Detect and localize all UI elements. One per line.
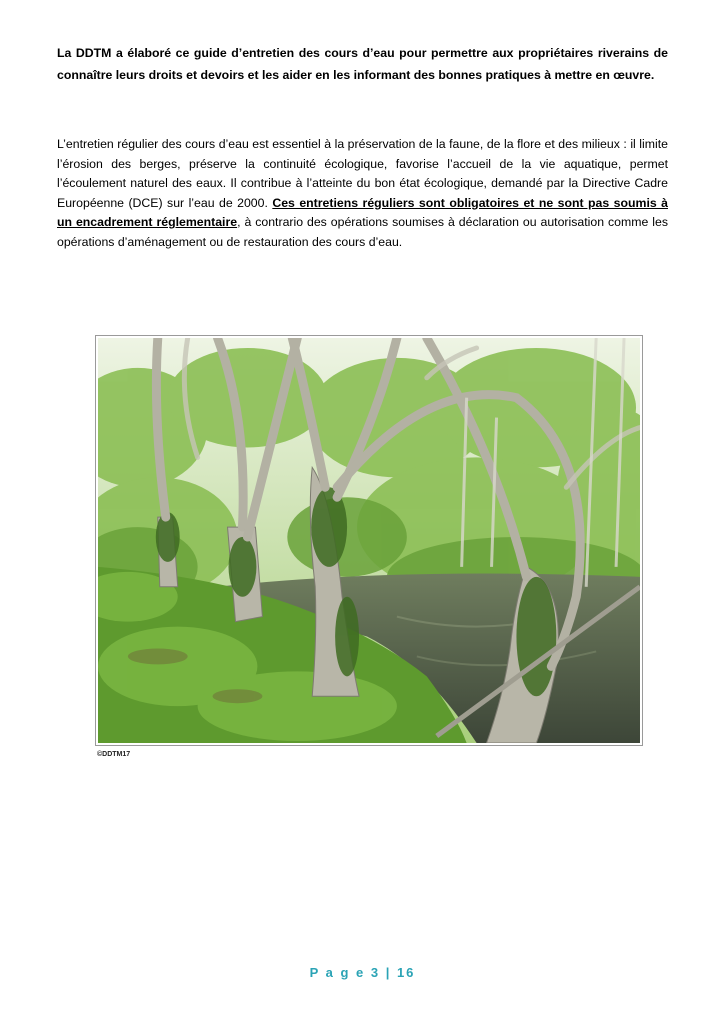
body-text-end: , à contrario des opérations soumises à déclaration ou autorisation comme les opérations d’aménagement ou de restauration des cours d’eau.	[57, 215, 668, 249]
page-number: P a g e 3 | 16	[309, 965, 416, 980]
body-text-start: L’entretien régulier des cours d’eau est essentiel à la préservation de la faune, de la flore et des milieux : il limite l’érosion des berges, préserve la continuité écologique, favorise l’accueil de la vie aquatique, permet l’écoulement naturel des eaux. Il contribue à l’atteinte du bon état écologique, demandé par la Directive Cadre Européenne (DCE) sur l’eau de 2000.	[57, 137, 668, 210]
river-photo-illustration	[98, 338, 640, 743]
river-photo	[95, 335, 643, 746]
photo-credit: ©DDTM17	[97, 751, 131, 758]
intro-paragraph: La DDTM a élaboré ce guide d’entretien des cours d’eau pour permettre aux propriétaires riverains de connaître leurs droits et devoirs et les aider en les informant des bonnes pratiques à mettre en œuvre.	[57, 46, 668, 82]
body-text-emphasis: Ces entretiens réguliers sont obligatoires et ne sont pas soumis à un encadrement réglementaire	[57, 195, 668, 229]
body-paragraph	[57, 135, 668, 252]
